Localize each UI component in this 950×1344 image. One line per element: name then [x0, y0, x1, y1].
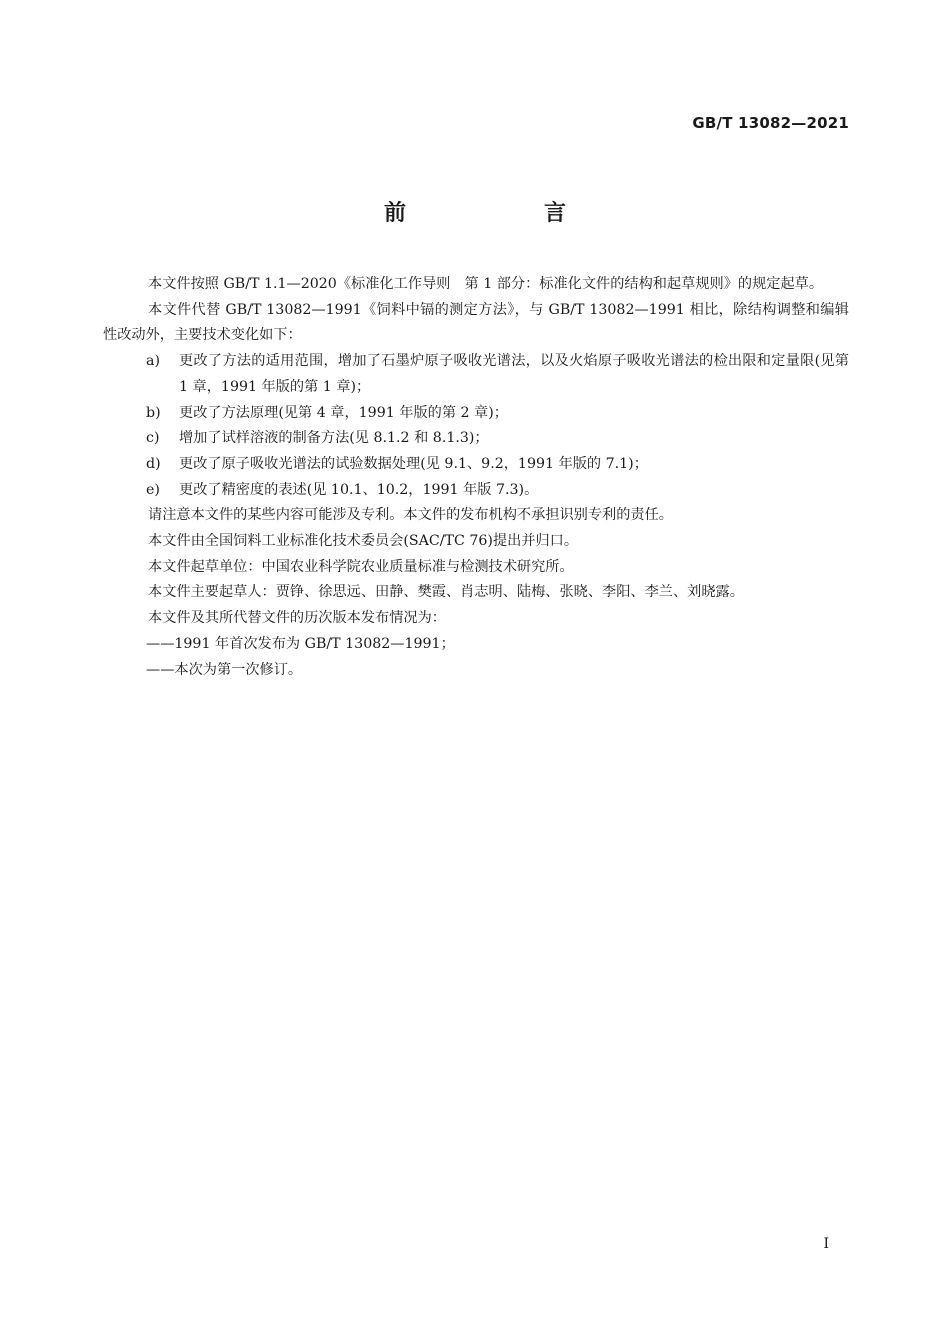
list-item [103, 349, 849, 400]
page-title: 前 言 [383, 201, 624, 226]
foreword-body [103, 272, 849, 683]
paragraph-patent-notice: 请注意本文件的某些内容可能涉及专利。本文件的发布机构不承担识别专利的责任。 [148, 507, 673, 524]
list-marker: e) [146, 481, 160, 498]
paragraph-history-intro: 本文件及其所代替文件的历次版本发布情况为： [148, 610, 446, 627]
standard-number: GB/T 13082—2021 [692, 114, 849, 132]
list-item [103, 401, 849, 427]
history-item: ——本次为第一次修订。 [146, 661, 303, 678]
list-text: 更改了原子吸收光谱法的试验数据处理(见 9.1、9.2，1991 年版的 7.1)； [179, 455, 648, 472]
paragraph-drafters: 本文件主要起草人：贾铮、徐思远、田静、樊霞、肖志明、陆梅、张晓、李阳、李兰、刘晓露。 [148, 584, 744, 601]
paragraph-drafting-unit: 本文件起草单位：中国农业科学院农业质量标准与检测技术研究所。 [148, 558, 574, 575]
list-text: 更改了精密度的表述(见 10.1、10.2，1991 年版 7.3)。 [179, 481, 539, 498]
paragraph-replacement: 本文件代替 GB/T 13082—1991《饲料中镉的测定方法》，与 GB/T 13082—1991 相比，除结构调整和编辑性改动外，主要技术变化如下： [103, 301, 849, 344]
paragraph-committee: 本文件由全国饲料工业标准化技术委员会(SAC/TC 76)提出并归口。 [148, 533, 579, 550]
list-marker: d) [146, 455, 161, 472]
list-item [103, 452, 849, 478]
list-item [103, 426, 849, 452]
list-marker: a) [146, 353, 160, 370]
list-text: 更改了方法原理(见第 4 章，1991 年版的第 2 章)； [179, 404, 508, 421]
list-text: 更改了方法的适用范围，增加了石墨炉原子吸收光谱法，以及火焰原子吸收光谱法的检出限和定量限(见第 1 章，1991 年版的第 1 章)； [179, 353, 849, 395]
history-item: ——1991 年首次发布为 GB/T 13082—1991； [146, 635, 455, 652]
list-marker: c) [146, 430, 160, 447]
list-text: 增加了试样溶液的制备方法(见 8.1.2 和 8.1.3)； [179, 430, 489, 447]
list-marker: b) [146, 404, 161, 421]
paragraph-drafting-rules: 本文件按照 GB/T 1.1—2020《标准化工作导则 第 1 部分：标准化文件的结构和起草规则》的规定起草。 [148, 276, 824, 292]
page-number: I [823, 1236, 829, 1252]
list-item [103, 478, 849, 504]
